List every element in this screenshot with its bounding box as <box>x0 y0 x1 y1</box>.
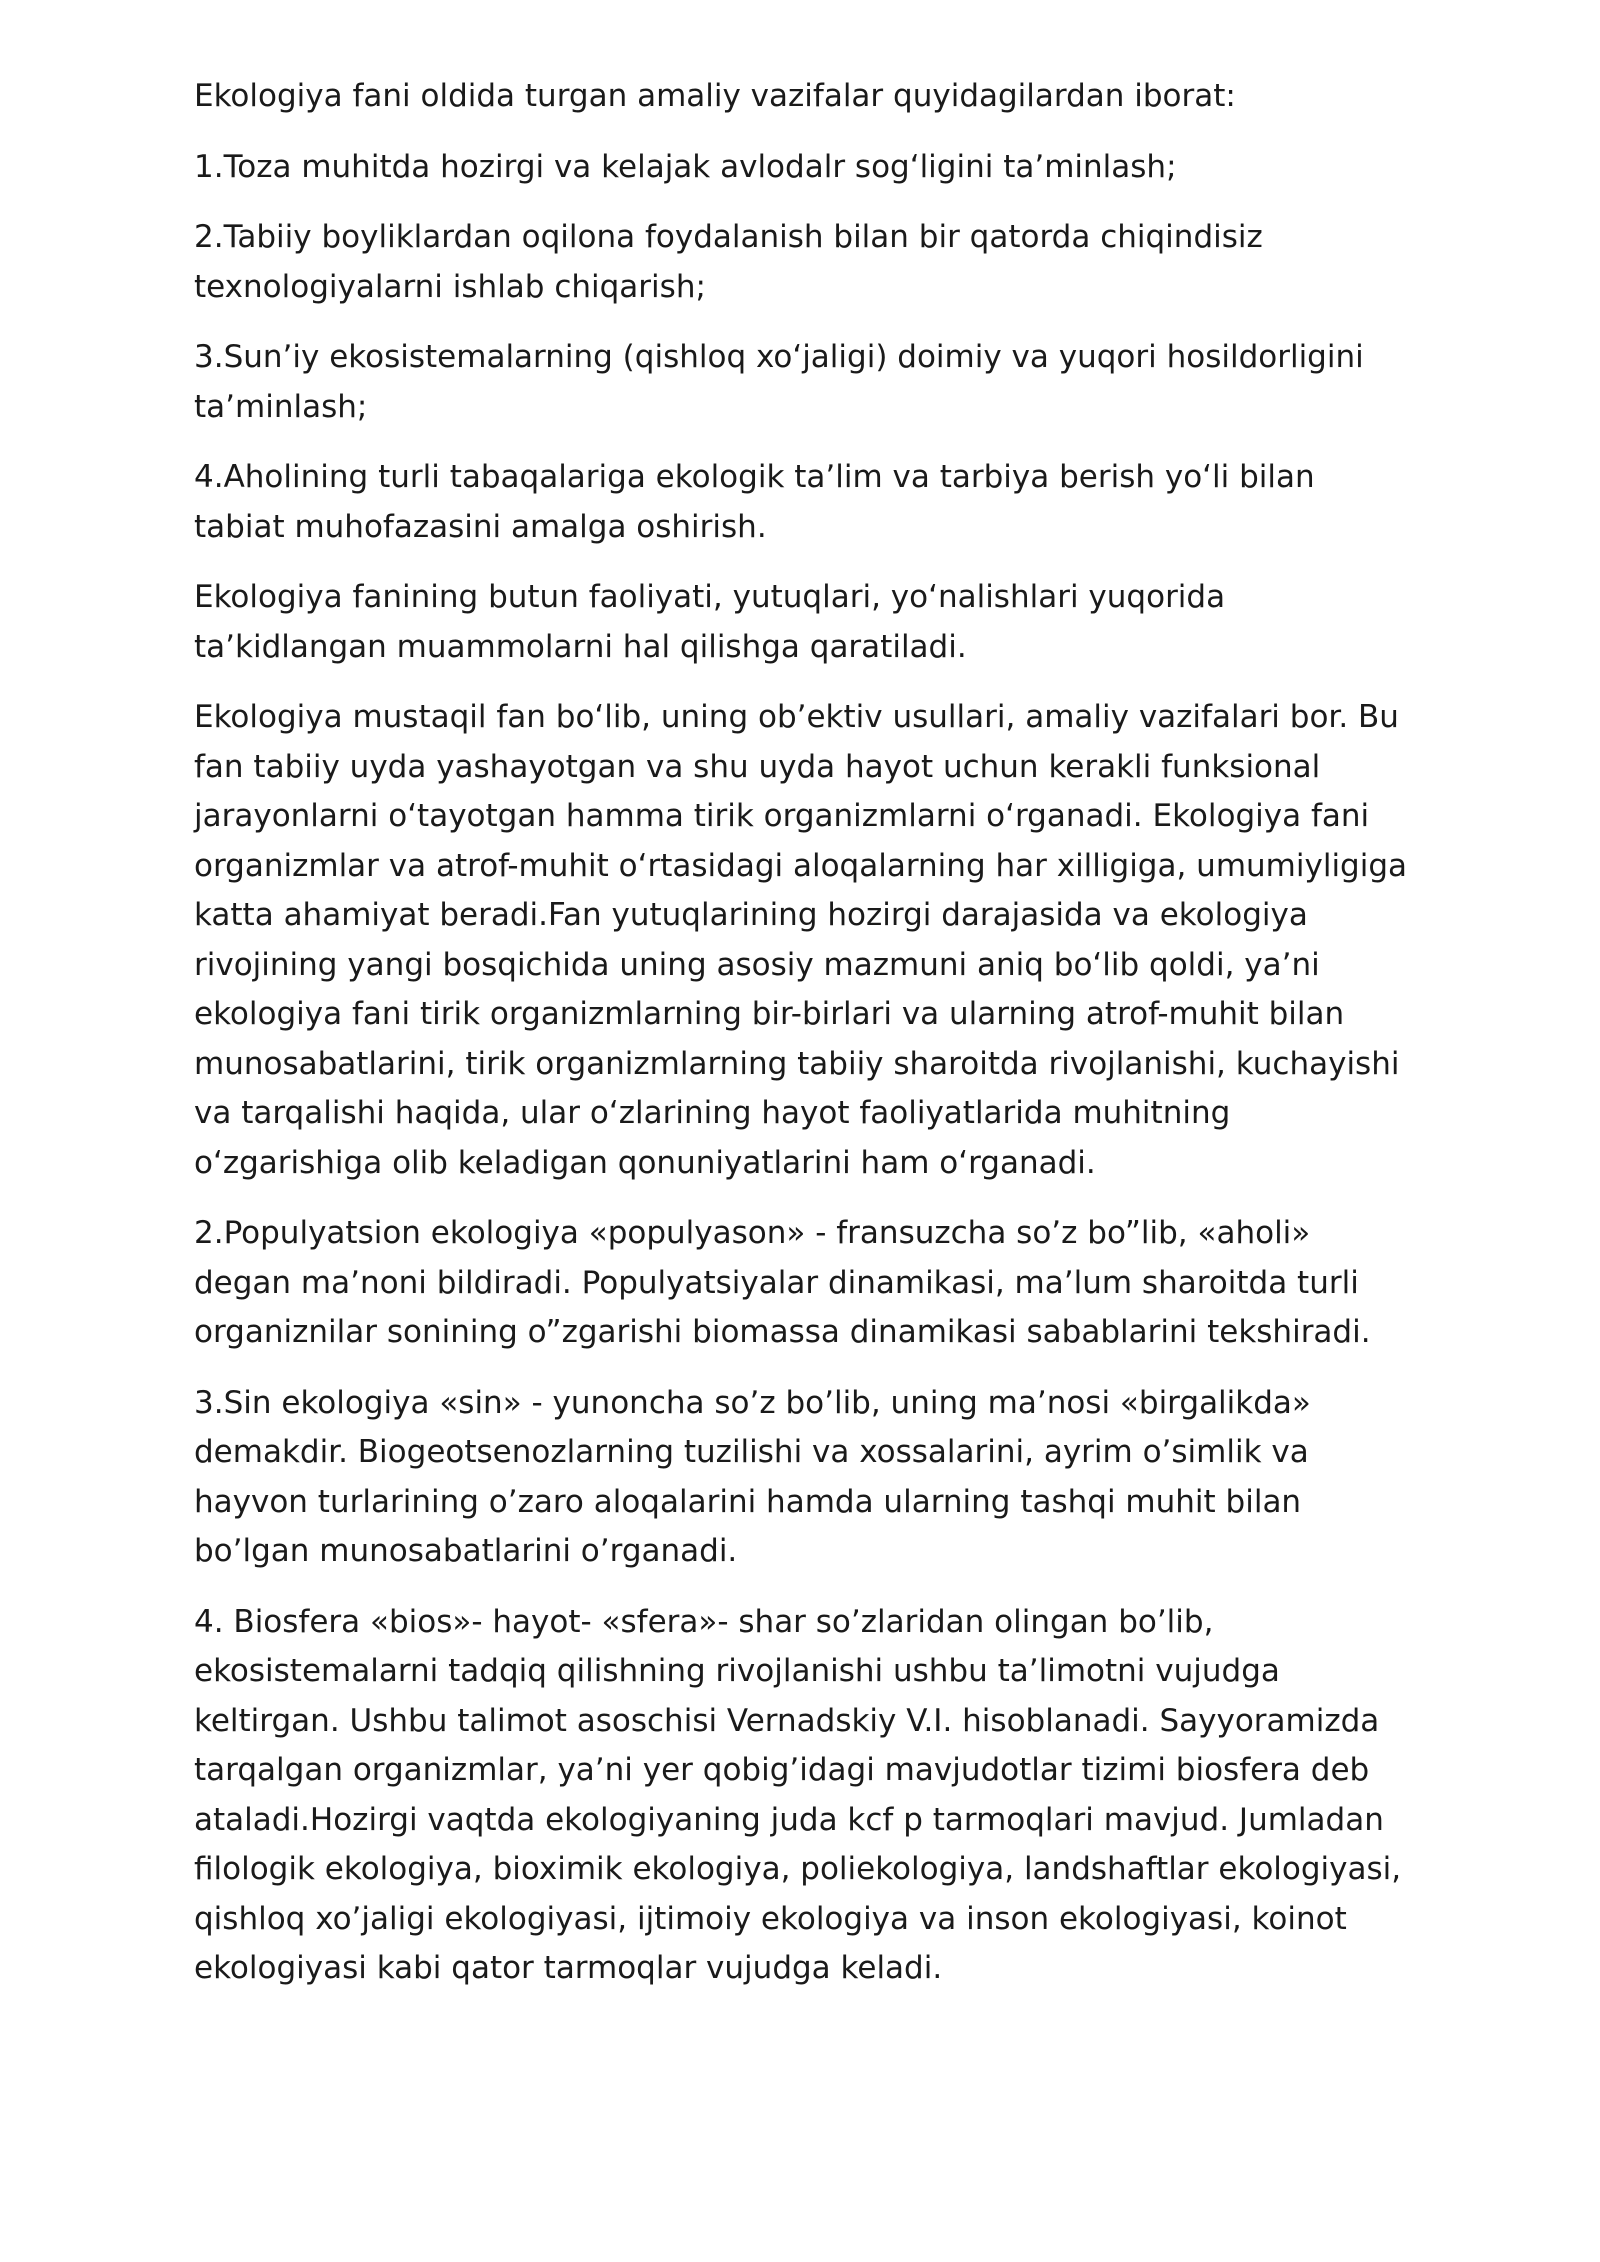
ecology-definition-paragraph: Ekologiya mustaqil fan boʻlib, uning obʼektiv usullari, amaliy vazifalari bor. Bu fan tabiiy uyda yashayotgan va shu uyda hayot uchun kerakli funksional jarayonlarni oʻtayotgan hamma tirik organizmlarni oʻrganadi. Ekologiya fani organizmlar va atrof-muhit oʻrtasidagi aloqalarning har xilligiga, umumiyligiga katta ahamiyat beradi.Fan yutuqlarining hozirgi darajasida va ekologiya rivojining yangi bosqichida uning asosiy mazmuni aniq boʻlib qoldi, yaʼni ekologiya fani tirik organizmlarning bir-birlari va ularning atrof-muhit bilan munosabatlarini, tirik organizmlarning tabiiy sharoitda rivojlanishi, kuchayishi va tarqalishi haqida, ular oʻzlarining hayot faoliyatlarida muhitning oʻzgarishiga olib keladigan qonuniyatlarini ham oʻrganadi. <box>194 699 1408 1181</box>
task-item-1: 1.Toza muhitda hozirgi va kelajak avlodalr sogʻligini taʼminlash; <box>194 148 1177 185</box>
synecology-paragraph: 3.Sin ekologiya «sin» - yunoncha so’z bo’lib, uning ma’nosi «birgalikda» demakdir. Biogeotsenozlarning tuzilishi va xossalarini, ayrim o’simlik va hayvon turlarining o’zaro aloqalarini hamda ularning tashqi muhit bilan bo’lgan munosabatlarini o’rganadi. <box>194 1384 1311 1569</box>
task-item-2: 2.Tabiiy boyliklardan oqilona foydalanish bilan bir qatorda chiqindisiz texnologiyalarni ishlab chiqarish; <box>194 219 1263 305</box>
population-ecology-paragraph: 2.Populyatsion ekologiya «populyason» - fransuzcha so’z bo”lib, «aholi» degan ma’noni bildiradi. Populyatsiyalar dinamikasi, ma’lum sharoitda turli organiznilar sonining o”zgarishi biomassa dinamikasi sabablarini tekshiradi. <box>194 1215 1371 1350</box>
task-item-3: 3.Sunʼiy ekosistemalarning (qishloq xoʻjaligi) doimiy va yuqori hosildorligini taʼminlash; <box>194 339 1364 425</box>
intro-paragraph: Ekologiya fani oldida turgan amaliy vazifalar quyidagilardan iborat: <box>194 78 1236 114</box>
document-body <box>194 72 1414 2015</box>
task-item-4: 4.Aholining turli tabaqalariga ekologik taʼlim va tarbiya berish yoʻli bilan tabiat muhofazasini amalga oshirish. <box>194 459 1315 545</box>
biosphere-paragraph: 4. Biosfera «bios»- hayot- «sfera»- shar so’zlaridan olingan bo’lib, ekosistemalarni tadqiq qilishning rivojlanishi ushbu ta’limotni vujudga keltirgan. Ushbu talimot asoschisi Vernadskiy V.I. hisoblanadi. Sayyoramizda tarqalgan organizmlar, ya’ni yer qobig’idagi mavjudotlar tizimi biosfera deb ataladi.Hozirgi vaqtda ekologiyaning juda kcf p tarmoqlari mavjud. Jumladan filologik ekologiya, bioximik ekologiya, poliekologiya, landshaftlar ekologiyasi, qishloq xo’jaligi ekologiyasi, ijtimoiy ekologiya va inson ekologiyasi, koinot ekologiyasi kabi qator tarmoqlar vujudga keladi. <box>194 1603 1402 1986</box>
summary-paragraph: Ekologiya fanining butun faoliyati, yutuqlari, yoʻnalishlari yuqorida taʼkidlangan muammolarni hal qilishga qaratiladi. <box>194 579 1226 665</box>
